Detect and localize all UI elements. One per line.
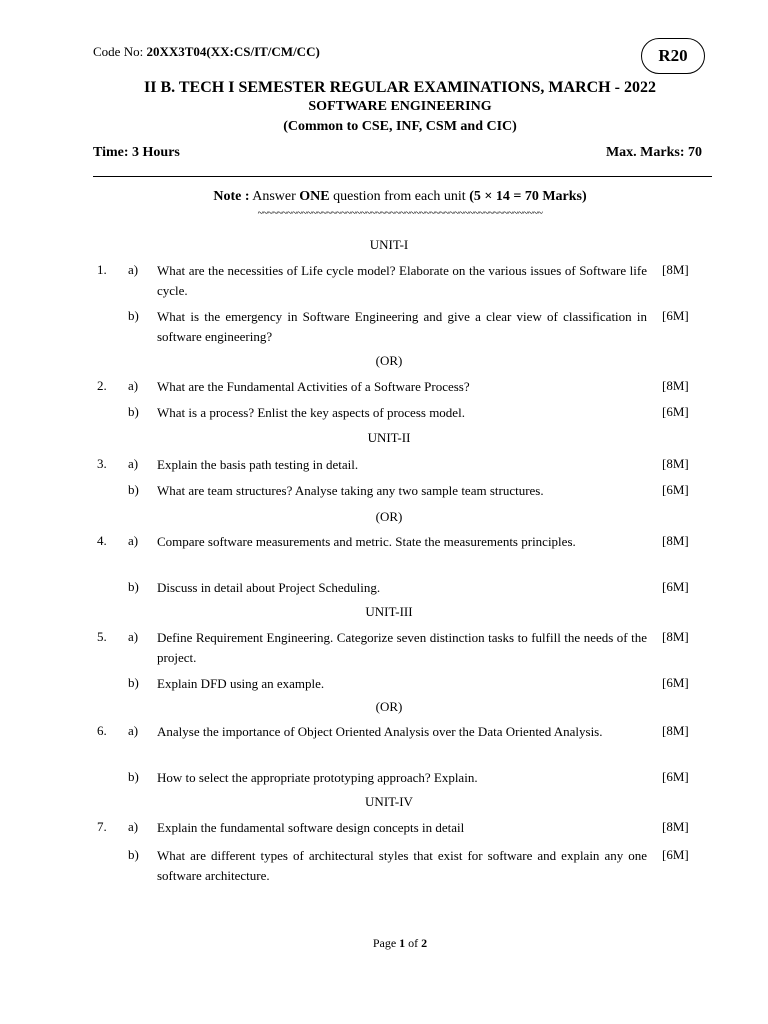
question-text: Define Requirement Engineering. Categorize seven distinction tasks to fulfill the needs of the project. (157, 630, 647, 665)
header-divider (93, 176, 712, 177)
page-number (0, 936, 768, 951)
page-of-label: of (405, 936, 422, 950)
exam-duration: Time: 3 Hours (93, 145, 180, 160)
common-to-line: (Common to CSE, INF, CSM and CIC) (283, 119, 517, 134)
question-text: Explain the basis path testing in detail. (157, 457, 359, 472)
regulation-badge: R20 (641, 38, 705, 74)
question-marks: [6M] (662, 769, 689, 784)
question-marks: [6M] (662, 308, 689, 323)
question-part-letter: a) (128, 723, 139, 738)
question-text: Compare software measurements and metric. State the measurements principles. (157, 534, 576, 549)
page-current: 1 (399, 936, 406, 950)
question-part-letter: a) (128, 629, 139, 644)
or-separator: (OR) (375, 353, 403, 368)
question-part-letter: a) (128, 378, 139, 393)
note-emphasis: ONE (299, 189, 330, 204)
note-label: Note : (213, 189, 250, 204)
code-value: 20XX3T04(XX:CS/IT/CM/CC) (146, 44, 320, 59)
unit-heading: UNIT-III (365, 604, 413, 619)
question-text: What are team structures? Analyse taking any two sample team structures. (157, 483, 544, 498)
or-separator: (OR) (375, 509, 403, 524)
question-part-letter: b) (128, 308, 139, 323)
unit-heading: UNIT-I (369, 237, 409, 252)
question-number: 4. (97, 533, 107, 548)
question-text: How to select the appropriate prototyping approach? Explain. (157, 770, 478, 785)
question-part-letter: b) (128, 404, 139, 419)
question-text: What is a process? Enlist the key aspects of process model. (157, 405, 465, 420)
question-marks: [6M] (662, 847, 689, 862)
question-part-letter: b) (128, 847, 139, 862)
note-text: Answer (249, 189, 300, 204)
question-number: 7. (97, 819, 107, 834)
question-number: 5. (97, 629, 107, 644)
page-total: 2 (421, 936, 428, 950)
max-marks: Max. Marks: 70 (605, 145, 702, 160)
question-marks: [6M] (662, 675, 689, 690)
exam-title: II B. TECH I SEMESTER REGULAR EXAMINATIONS, MARCH - 2022 (144, 79, 656, 96)
question-marks: [8M] (662, 533, 689, 548)
question-marks: [6M] (662, 579, 689, 594)
unit-heading: UNIT-II (367, 430, 411, 445)
question-marks: [8M] (662, 456, 689, 471)
question-text: What are the necessities of Life cycle model? Elaborate on the various issues of Software life cycle. (157, 263, 647, 298)
note-text: question from each unit (329, 189, 470, 204)
question-text: Explain DFD using an example. (157, 676, 325, 691)
or-separator: (OR) (375, 699, 403, 714)
question-text: What are different types of architectural styles that exist for software and explain any one software architecture. (157, 848, 647, 883)
question-number: 6. (97, 723, 107, 738)
question-text: Discuss in detail about Project Scheduling. (157, 580, 381, 595)
marks-formula: (5 × 14 = 70 Marks) (469, 189, 587, 204)
page-label: Page (372, 936, 400, 950)
question-part-letter: a) (128, 819, 139, 834)
question-text: Analyse the importance of Object Oriented Analysis over the Data Oriented Analysis. (157, 724, 603, 739)
code-label: Code No: (93, 44, 147, 59)
subject-title: SOFTWARE ENGINEERING (308, 99, 492, 114)
question-part-letter: b) (128, 675, 139, 690)
question-marks: [6M] (662, 404, 689, 419)
question-text: What are the Fundamental Activities of a Software Process? (157, 379, 470, 394)
question-number: 3. (97, 456, 107, 471)
question-marks: [6M] (662, 482, 689, 497)
question-part-letter: a) (128, 262, 139, 277)
question-marks: [8M] (662, 629, 689, 644)
question-part-letter: a) (128, 533, 139, 548)
question-number: 1. (97, 262, 107, 277)
code-number (93, 44, 320, 60)
question-text: Explain the fundamental software design concepts in detail (157, 820, 465, 835)
question-marks: [8M] (662, 378, 689, 393)
question-part-letter: a) (128, 456, 139, 471)
question-marks: [8M] (662, 262, 689, 277)
question-text: What is the emergency in Software Engineering and give a clear view of classification in software engineering? (157, 309, 647, 344)
question-part-letter: b) (128, 579, 139, 594)
question-marks: [8M] (662, 819, 689, 834)
question-number: 2. (97, 378, 107, 393)
unit-heading: UNIT-IV (365, 794, 413, 809)
tilde-separator: ~~~~~~~~~~~~~~~~~~~~~~~~~~~~~~~~~~~~~~~~~~~~~~~~~~~~~~~~~~ (257, 208, 543, 219)
question-part-letter: b) (128, 769, 139, 784)
instruction-note (0, 189, 768, 205)
question-marks: [8M] (662, 723, 689, 738)
question-part-letter: b) (128, 482, 139, 497)
